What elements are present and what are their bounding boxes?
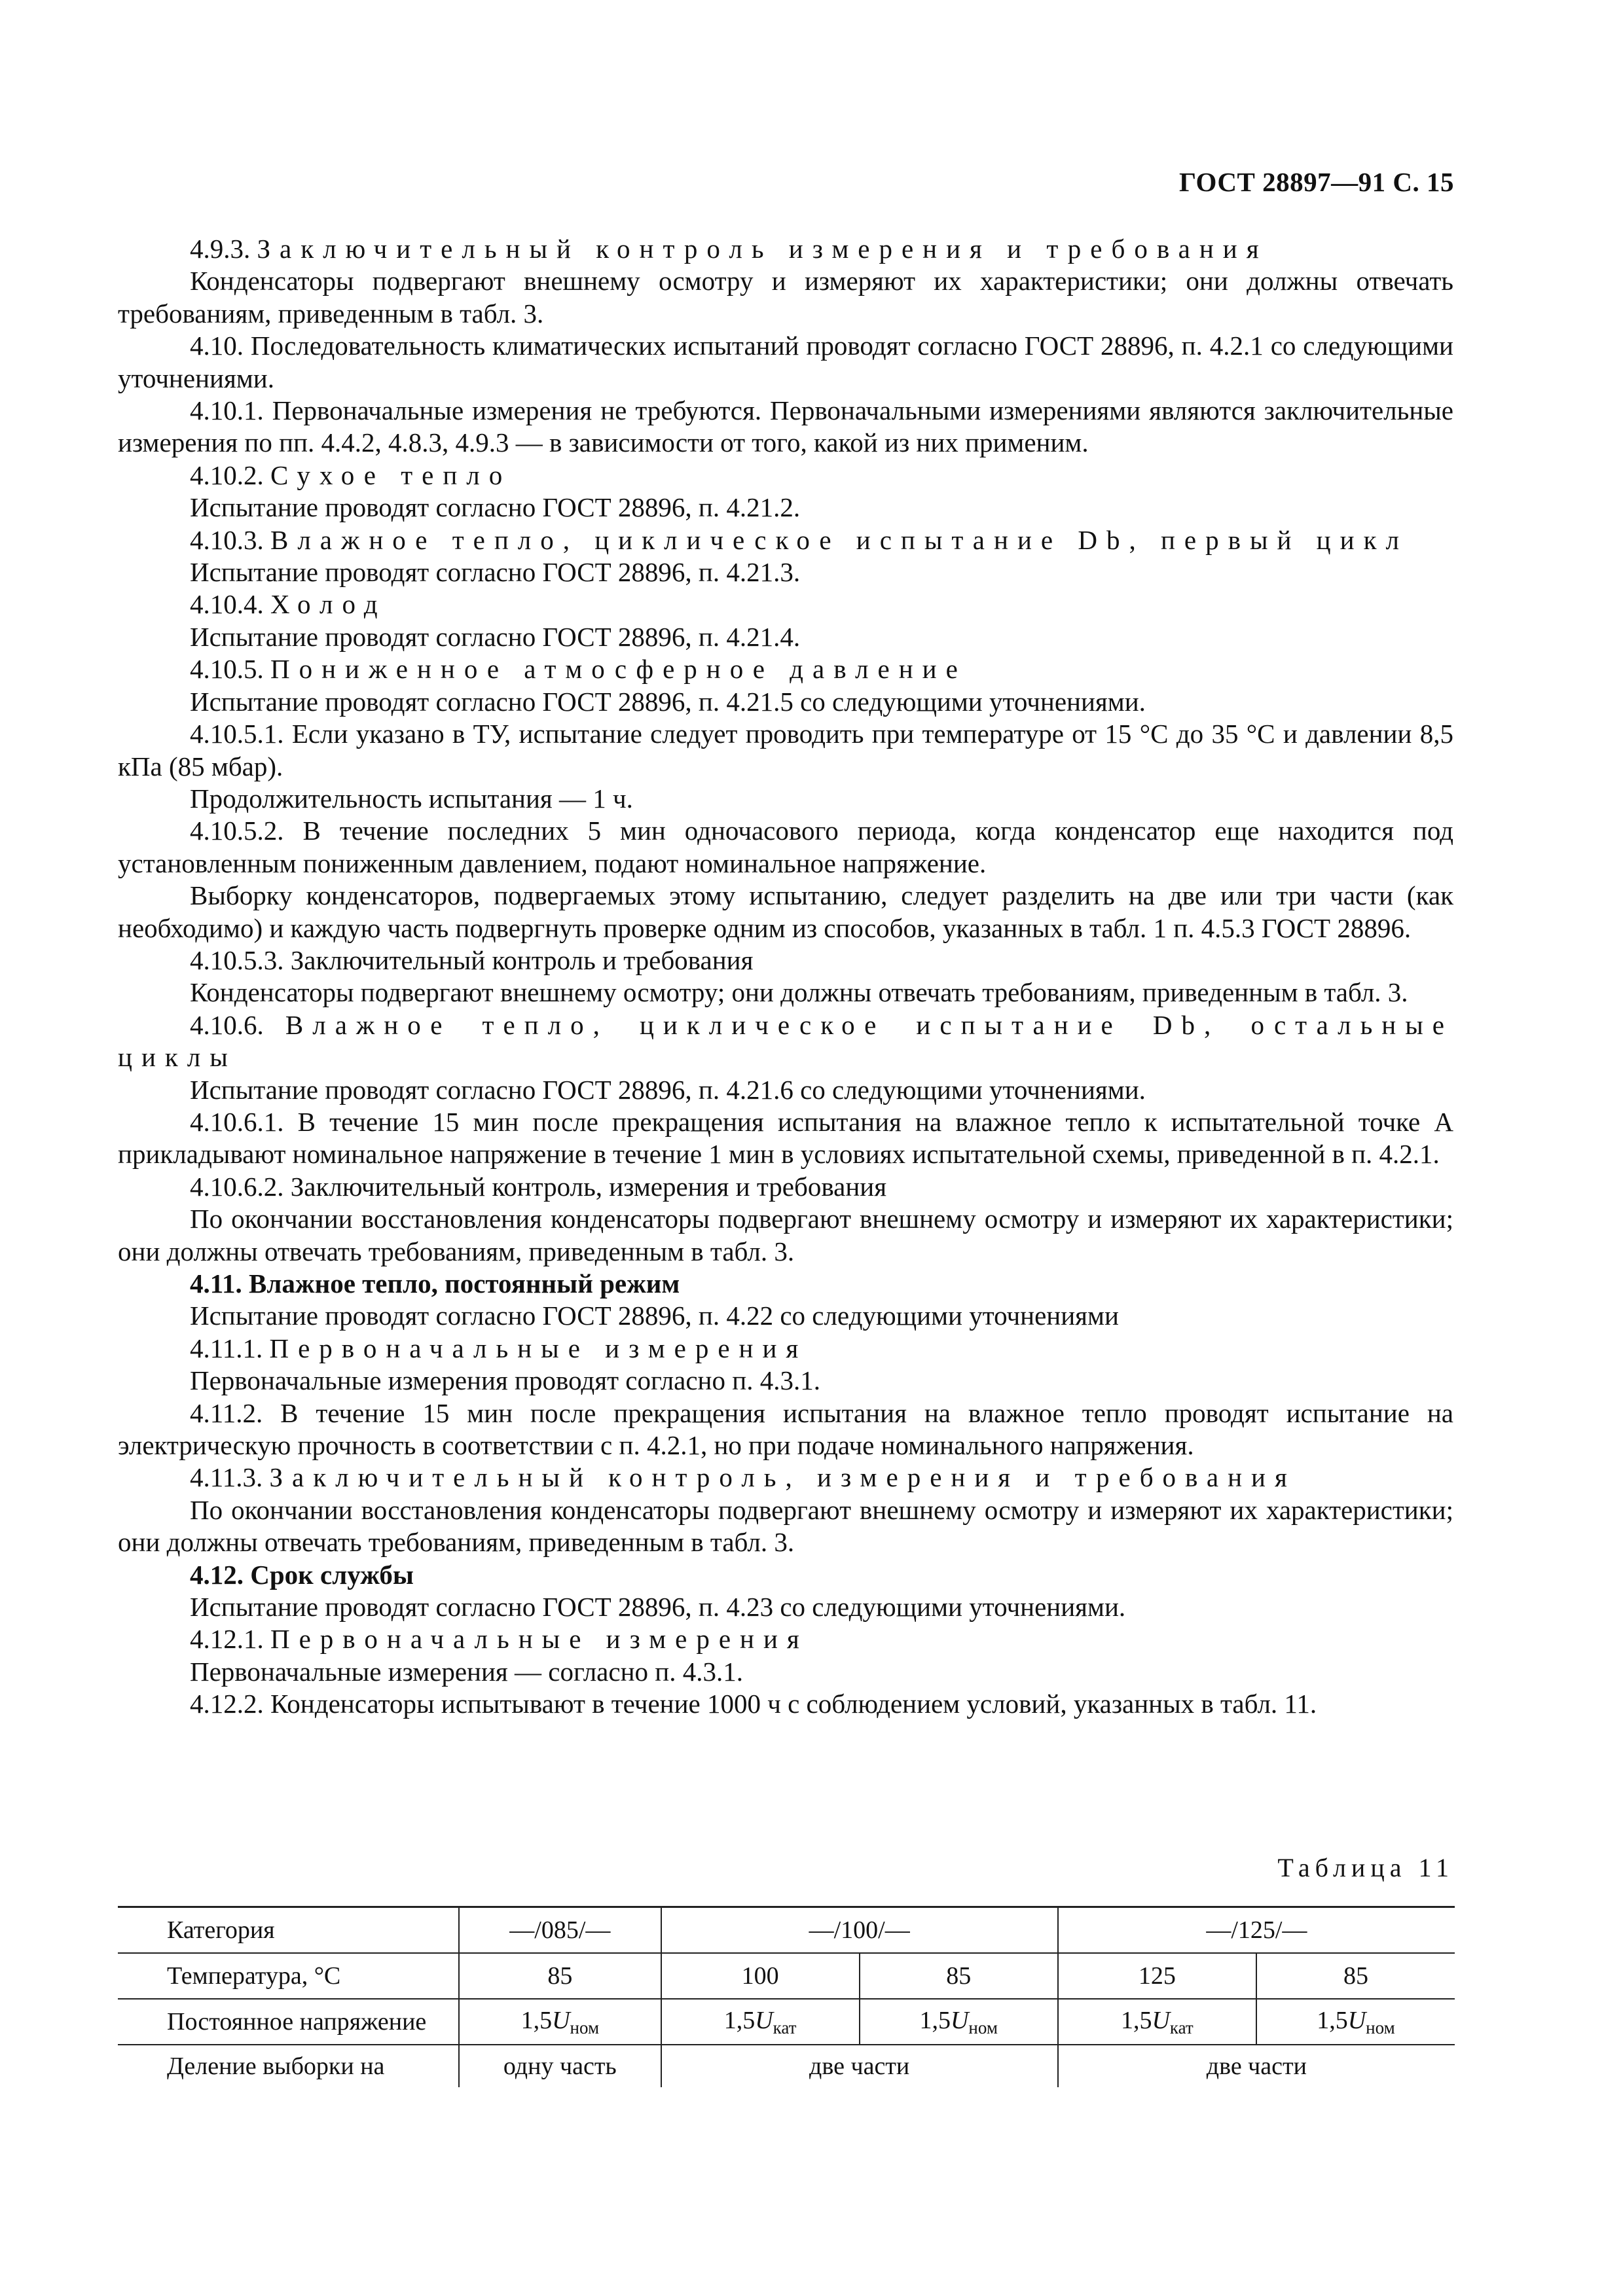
paragraph bbox=[118, 783, 1453, 815]
paragraph-text: Конденсаторы подвергают внешнему осмотру; они должны отвечать требованиям, приведенным в табл. 3. bbox=[190, 977, 1408, 1008]
paragraph-text: Последовательность климатических испытаний проводят согласно ГОСТ 28896, п. 4.2.1 со следующими уточнениями. bbox=[118, 331, 1453, 393]
subsection-heading: Сухое тепло bbox=[270, 459, 512, 490]
clause-4-12-2 bbox=[118, 1688, 1453, 1720]
paragraph-text: Продолжительность испытания — 1 ч. bbox=[190, 783, 633, 814]
paragraph bbox=[118, 492, 1453, 524]
category-100: —/100/— bbox=[661, 1907, 1058, 1954]
clause-number: 4.11. bbox=[190, 1268, 242, 1299]
clause-number: 4.10.5.2. bbox=[190, 816, 284, 846]
paragraph-text: Первоначальные измерения — согласно п. 4.3.1. bbox=[190, 1656, 743, 1687]
clause-number: 4.10.6. bbox=[190, 1009, 264, 1040]
paragraph-text: Первоначальные измерения не требуются. Первоначальными измерениями являются заключительные измерения по пп. 4.4.2, 4.8.3, 4.9.3 — в зависимости от того, какой из них применим. bbox=[118, 395, 1454, 458]
clause-4-10 bbox=[118, 330, 1453, 395]
paragraph bbox=[118, 265, 1453, 330]
paragraph bbox=[118, 686, 1453, 718]
clause-4-10-6 bbox=[118, 1009, 1453, 1074]
division-label: Деление выборки на bbox=[118, 2045, 459, 2087]
division-cell: одну часть bbox=[459, 2045, 661, 2087]
clause-4-10-1 bbox=[118, 395, 1453, 459]
paragraph-text: Конденсаторы подвергают внешнему осмотру и измеряют их характеристики; они должны отвечать требованиям, приведенным в табл. 3. bbox=[118, 266, 1453, 329]
paragraph bbox=[118, 1300, 1453, 1332]
clause-number: 4.12.1. bbox=[190, 1624, 264, 1655]
clause-number: 4.10.6.1. bbox=[190, 1106, 284, 1137]
temperature-cell: 100 bbox=[661, 1953, 860, 1999]
paragraph bbox=[118, 1494, 1453, 1559]
paragraph-text: Выборку конденсаторов, подвергаемых этому испытанию, следует разделить на две или три части (как необходимо) и каждую часть подвергнуть проверке одним из способов, указанных в табл. 1 п. 4.5.3 ГОСТ 28896. bbox=[118, 880, 1453, 943]
clause-number: 4.10. bbox=[190, 331, 244, 361]
paragraph-text: Конденсаторы испытывают в течение 1000 ч с соблюдением условий, указанных в табл. 11. bbox=[270, 1689, 1317, 1719]
category-label: Категория bbox=[118, 1907, 459, 1954]
clause-number: 4.10.4. bbox=[190, 589, 264, 620]
clause-number: 4.10.6.2. bbox=[190, 1171, 284, 1202]
clause-4-10-6-1 bbox=[118, 1106, 1453, 1171]
clause-4-11-2 bbox=[118, 1397, 1453, 1462]
clause-4-12 bbox=[118, 1559, 1453, 1591]
paragraph bbox=[118, 556, 1453, 588]
test-conditions-table bbox=[118, 1906, 1455, 2087]
subsection-heading: Заключительный контроль, измерения и требования bbox=[269, 1462, 1296, 1493]
paragraph-text: В течение 15 мин после прекращения испытания на влажное тепло к испытательной точке А прикладывают номинальное напряжение в течение 1 мин в условиях испытательной схемы, приведенной в п. 4.2.1. bbox=[118, 1106, 1454, 1170]
clause-number: 4.11.2. bbox=[190, 1397, 263, 1428]
paragraph-text: Испытание проводят согласно ГОСТ 28896, п. 4.21.5 со следующими уточнениями. bbox=[190, 686, 1146, 717]
subsection-heading: Заключительный контроль измерения и требования bbox=[257, 234, 1268, 264]
paragraph bbox=[118, 1203, 1453, 1268]
temperature-cell: 85 bbox=[860, 1953, 1058, 1999]
subsection-heading: Холод bbox=[270, 589, 387, 620]
paragraph-text: В течение последних 5 мин одночасового периода, когда конденсатор еще находится под установленным пониженным давлением, подают номинальное напряжение. bbox=[118, 816, 1453, 878]
temperature-label: Температура, °С bbox=[118, 1953, 459, 1999]
temperature-cell: 85 bbox=[459, 1953, 661, 1999]
page-header: ГОСТ 28897—91 С. 15 bbox=[1178, 167, 1454, 197]
table-row-temperature bbox=[118, 1953, 1455, 1999]
clause-4-9-3 bbox=[118, 233, 1453, 265]
clause-number: 4.11.1. bbox=[190, 1333, 263, 1363]
clause-number: 4.10.5. bbox=[190, 654, 264, 685]
paragraph-text: Заключительный контроль и требования bbox=[290, 944, 754, 975]
clause-4-10-6-2 bbox=[118, 1171, 1453, 1203]
table-row-category bbox=[118, 1907, 1455, 1954]
paragraph bbox=[118, 1591, 1453, 1623]
voltage-cell: $1,5U_{кат}$ bbox=[1058, 1999, 1256, 2045]
paragraph-text: По окончании восстановления конденсаторы подвергают внешнему осмотру и измеряют их характеристики; они должны отвечать требованиям, приведенным в табл. 3. bbox=[118, 1494, 1453, 1558]
paragraph bbox=[118, 1365, 1453, 1397]
document-body bbox=[118, 233, 1453, 1721]
voltage-cell: $1,5U_{ном}$ bbox=[1256, 1999, 1455, 2045]
voltage-cell: $1,5U_{кат}$ bbox=[661, 1999, 860, 2045]
voltage-cell: $1,5U_{ном}$ bbox=[860, 1999, 1058, 2045]
temperature-cell: 85 bbox=[1256, 1953, 1455, 1999]
subsection-heading: Первоначальные измерения bbox=[270, 1624, 809, 1655]
clause-number: 4.10.1. bbox=[190, 395, 264, 426]
paragraph bbox=[118, 1074, 1453, 1106]
voltage-cell: $1,5U_{ном}$ bbox=[459, 1999, 661, 2045]
paragraph bbox=[118, 977, 1453, 1009]
clause-number: 4.10.3. bbox=[190, 524, 264, 555]
subsection-heading: Пониженное атмосферное давление bbox=[270, 654, 967, 685]
clause-4-10-5-1 bbox=[118, 718, 1453, 783]
table-row-voltage bbox=[118, 1999, 1455, 2045]
clause-4-12-1 bbox=[118, 1623, 1453, 1655]
temperature-cell: 125 bbox=[1058, 1953, 1256, 1999]
category-085: —/085/— bbox=[459, 1907, 661, 1954]
clause-number: 4.9.3. bbox=[190, 234, 251, 264]
paragraph bbox=[118, 621, 1453, 653]
paragraph-text: Испытание проводят согласно ГОСТ 28896, п. 4.21.3. bbox=[190, 557, 801, 588]
table-caption: Таблица 11 bbox=[1277, 1853, 1454, 1882]
paragraph-text: В течение 15 мин после прекращения испытания на влажное тепло проводят испытание на электрическую прочность в соответствии с п. 4.2.1, но при подаче номинального напряжения. bbox=[118, 1397, 1453, 1461]
clause-4-10-5-2 bbox=[118, 815, 1453, 880]
paragraph bbox=[118, 880, 1453, 944]
table-row-division bbox=[118, 2045, 1455, 2087]
division-cell: две части bbox=[1058, 2045, 1455, 2087]
division-cell: две части bbox=[661, 2045, 1058, 2087]
clause-4-10-4 bbox=[118, 588, 1453, 620]
paragraph-text: Испытание проводят согласно ГОСТ 28896, п. 4.21.4. bbox=[190, 621, 801, 652]
paragraph-text: По окончании восстановления конденсаторы подвергают внешнему осмотру и измеряют их характеристики; они должны отвечать требованиям, приведенным в табл. 3. bbox=[118, 1204, 1453, 1266]
paragraph-text: Заключительный контроль, измерения и требования bbox=[290, 1171, 887, 1202]
section-heading: Влажное тепло, постоянный режим bbox=[249, 1268, 680, 1299]
subsection-heading: Влажное тепло, циклическое испытание Db, первый цикл bbox=[270, 524, 1408, 555]
clause-number: 4.10.5.1. bbox=[190, 719, 284, 749]
paragraph-text: Испытание проводят согласно ГОСТ 28896, п. 4.21.2. bbox=[190, 492, 801, 523]
paragraph-text: Испытание проводят согласно ГОСТ 28896, п. 4.22 со следующими уточнениями bbox=[190, 1300, 1119, 1331]
clause-4-11-3 bbox=[118, 1462, 1453, 1494]
clause-number: 4.12.2. bbox=[190, 1689, 264, 1719]
paragraph-text: Первоначальные измерения проводят согласно п. 4.3.1. bbox=[190, 1365, 820, 1396]
clause-4-11 bbox=[118, 1268, 1453, 1300]
clause-number: 4.12. bbox=[190, 1559, 244, 1590]
clause-number: 4.10.2. bbox=[190, 459, 264, 490]
section-heading: Срок службы bbox=[250, 1559, 414, 1590]
paragraph-text: Испытание проводят согласно ГОСТ 28896, п. 4.23 со следующими уточнениями. bbox=[190, 1592, 1126, 1623]
clause-4-10-5 bbox=[118, 653, 1453, 685]
category-125: —/125/— bbox=[1058, 1907, 1455, 1954]
subsection-heading: Влажное тепло, циклическое испытание Db, остальные циклы bbox=[118, 1009, 1453, 1073]
voltage-label: Постоянное напряжение bbox=[118, 1999, 459, 2045]
clause-4-11-1 bbox=[118, 1333, 1453, 1365]
clause-4-10-3 bbox=[118, 524, 1453, 556]
clause-number: 4.11.3. bbox=[190, 1462, 263, 1493]
subsection-heading: Первоначальные измерения bbox=[269, 1333, 808, 1363]
paragraph-text: Испытание проводят согласно ГОСТ 28896, п. 4.21.6 со следующими уточнениями. bbox=[190, 1074, 1146, 1105]
clause-number: 4.10.5.3. bbox=[190, 944, 284, 975]
paragraph-text: Если указано в ТУ, испытание следует проводить при температуре от 15 °С до 35 °С и давлении 8,5 кПа (85 мбар). bbox=[118, 719, 1453, 781]
clause-4-10-2 bbox=[118, 459, 1453, 492]
clause-4-10-5-3 bbox=[118, 944, 1453, 977]
paragraph bbox=[118, 1656, 1453, 1688]
